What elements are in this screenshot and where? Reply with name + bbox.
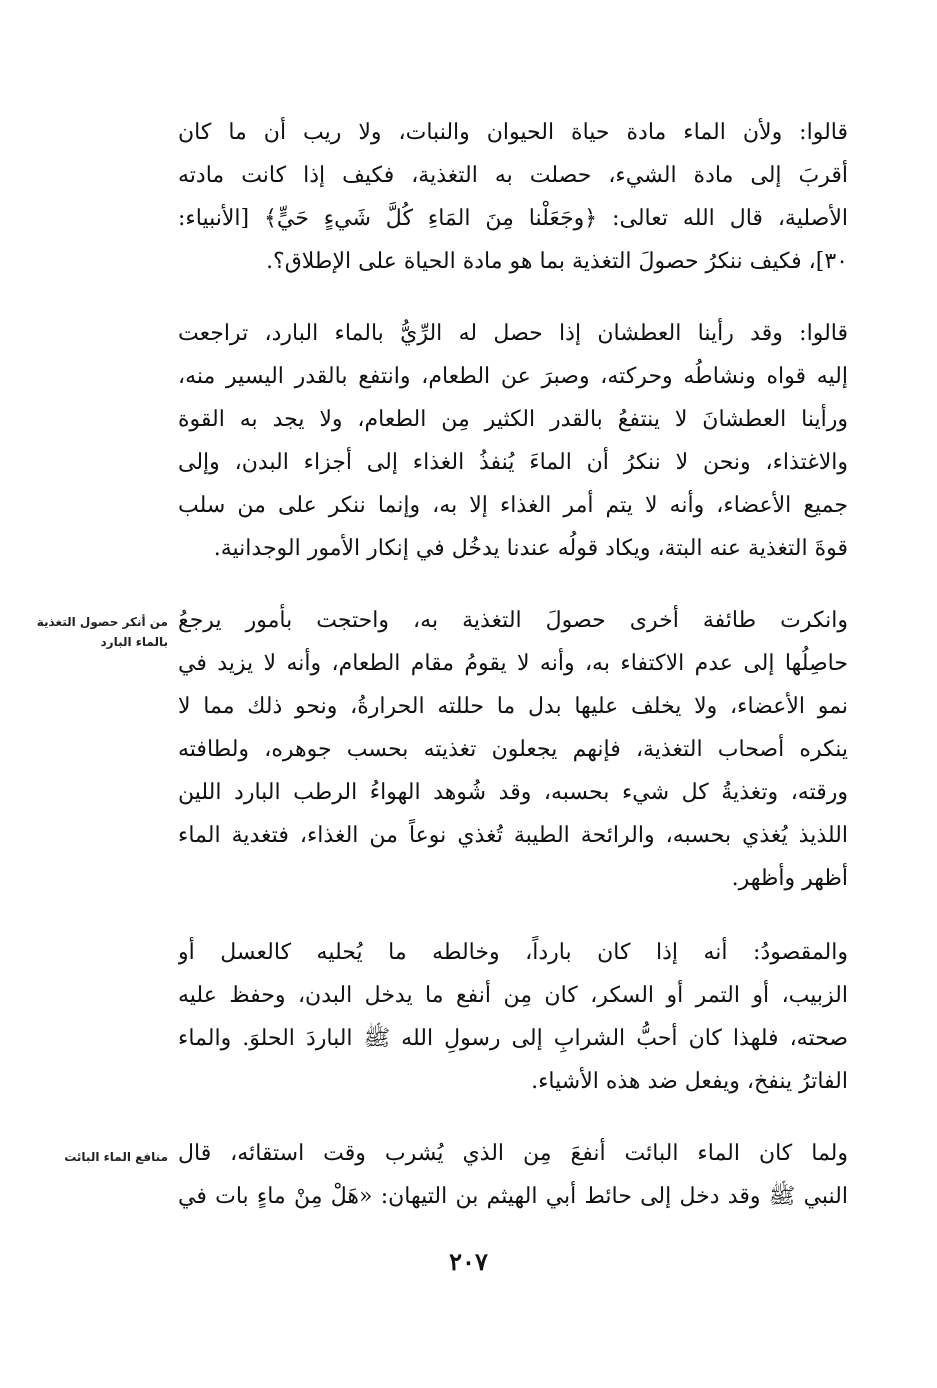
text-line: قالوا: وقد رأينا العطشان إذا حصل له الرِّيُّ بالماء البارد، تراجعت — [178, 321, 848, 346]
text-line: قوةَ التغذية عنه البتة، ويكاد قولُه عندنا يدخُل في إنكار الأمور الوجدانية. — [213, 536, 848, 561]
text-line: أظهر وأظهر. — [731, 866, 848, 891]
text-line: ورأينا العطشانَ لا ينتفعُ بالقدر الكثير مِن الطعام، ولا يجد به القوة — [178, 407, 848, 432]
text-line: قالوا: ولأن الماء مادة حياة الحيوان والنبات، ولا ريب أن ما كان — [178, 120, 848, 145]
text-line: ورقته، وتغذيةُ كل شيء بحسبه، وقد شُوهد الهواءُ الرطب البارد اللين — [178, 780, 848, 805]
text-line: أقربَ إلى مادة الشيء، حصلت به التغذية، فكيف إذا كانت مادته — [178, 163, 848, 188]
text-line: الأصلية، قال الله تعالى: ﴿وجَعَلْنا مِنَ المَاءِ كُلَّ شَيءٍ حَيٍّ﴾ [الأنبياء: — [178, 206, 848, 231]
text-line: ٣٠]، فكيف ننكرُ حصولَ التغذية بما هو مادة الحياة على الإطلاق؟. — [266, 249, 848, 274]
text-line: الزبيب، أو التمر أو السكر، كان مِن أنفع ما يدخل البدن، وحفظ عليه — [178, 983, 848, 1008]
text-line: صحته، فلهذا كان أحبُّ الشرابِ إلى رسولِ الله ﷺ الباردَ الحلوَ. والماء — [178, 1026, 848, 1051]
text-line: جميع الأعضاء، وأنه لا يتم أمر الغذاء إلا به، وإنما ننكر على من سلب — [178, 493, 848, 518]
margin-note-denial-of-nourishment: من أنكر حصول التغذية بالماء البارد — [36, 615, 168, 649]
text-line: ولما كان الماء البائت أنفعَ مِن الذي يُشرب وقت استقائه، قال — [178, 1141, 848, 1166]
margin-note-benefits-of-stored-water: منافع الماء البائت — [64, 1150, 168, 1164]
text-line: النبي ﷺ وقد دخل إلى حائط أبي الهيثم بن التيهان: «هَلْ مِنْ ماءٍ بات في — [178, 1184, 848, 1209]
text-line: نمو الأعضاء، ولا يخلف عليها بدل ما حللته الحرارةُ، ونحو ذلك مما لا — [178, 694, 848, 719]
text-line: والمقصودُ: أنه إذا كان بارداً، وخالطه ما يُحليه كالعسل أو — [178, 940, 848, 965]
page-number: ٢٠٧ — [449, 1247, 488, 1276]
text-line: اللذيذ يُغذي بحسبه، والرائحة الطيبة تُغذي نوعاً من الغذاء، فتغدية الماء — [178, 823, 848, 848]
text-line: حاصِلُها إلى عدم الاكتفاء به، وأنه لا يقومُ مقام الطعام، وأنه لا يزيد في — [178, 651, 848, 676]
text-line: الفاترُ ينفخ، ويفعل ضد هذه الأشياء. — [531, 1069, 848, 1094]
text-line: والاغتذاء، ونحن لا ننكرُ أن الماءَ يُنفذُ الغذاء إلى أجزاء البدن، وإلى — [178, 450, 848, 475]
text-line: وانكرت طائفة أخرى حصولَ التغذية به، واحتجت بأمور يرجعُ — [178, 608, 848, 633]
text-line: ينكره أصحاب التغذية، فإنهم يجعلون تغذيته بحسب جوهره، ولطافته — [178, 737, 848, 762]
text-line: إليه قواه ونشاطُه وحركته، وصبرَ عن الطعام، وانتفع بالقدر اليسير منه، — [178, 364, 848, 389]
